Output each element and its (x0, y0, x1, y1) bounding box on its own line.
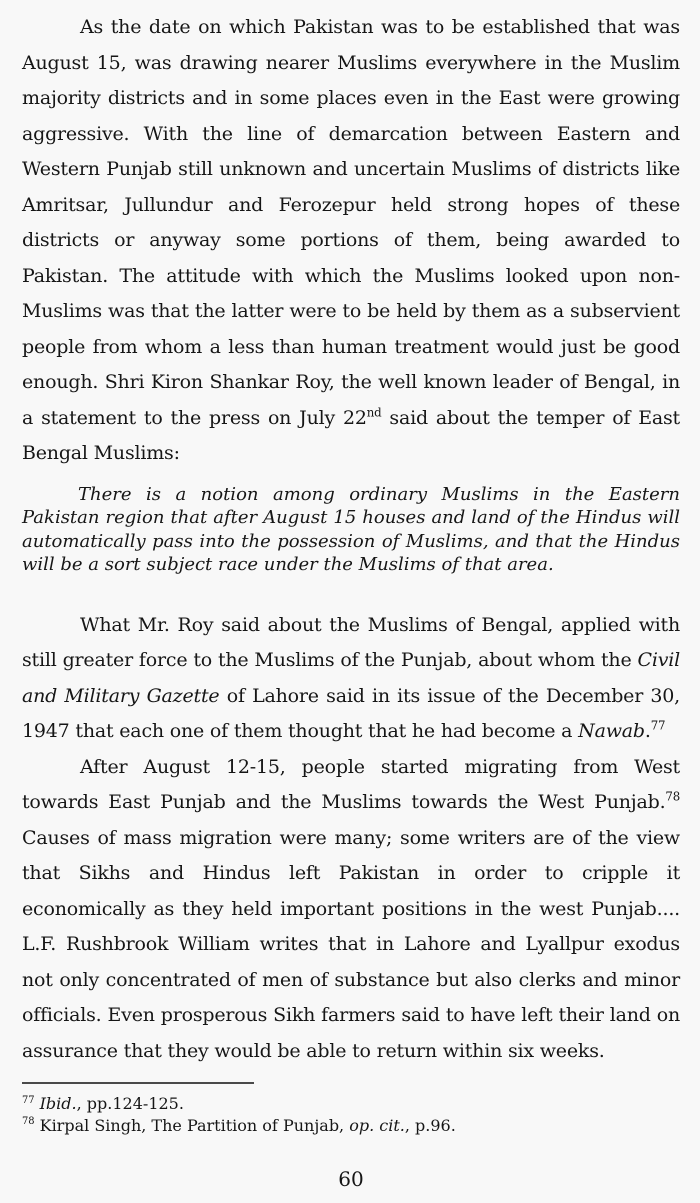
paragraph-1 (22, 10, 680, 472)
page-footer (22, 1082, 680, 1203)
paragraph-3-text: After August 12-15, people started migrating from West towards East Punjab and the Muslims towards the West Punjab. (22, 755, 680, 813)
footnote-78 (22, 1115, 680, 1137)
footnote-77-italic-ibid: Ibid. (39, 1094, 77, 1113)
footnote-77-marker: 77 (22, 1094, 35, 1106)
paragraph-2-period: . (644, 720, 651, 742)
paragraph-3-text-end: Causes of mass migration were many; some writers are of the view that Sikhs and Hindus left Pakistan in order to cripple it economically as they held important positions in the west Punjab.... L.F. Rushbrook William writes that in Lahore and Lyallpur exodus not only concentrated of men of substance but also clerks and minor officials. Even prosperous Sikh farmers said to have left their land on assurance that they would be able to return within six weeks. (22, 826, 680, 1062)
italic-word-nawab: Nawab (578, 720, 645, 742)
paragraph-2-text-mid: of Lahore said in its issue of the December 30, 1947 that each one of them thought that he had become a (22, 684, 680, 742)
footnote-78-italic-op-cit: op. cit. (349, 1115, 405, 1135)
paragraph-1-text-end: said about the temper of East Bengal Muslims: (22, 406, 680, 464)
paragraph-1-text: As the date on which Pakistan was to be established that was August 15, was drawing nearer Muslims everywhere in the Muslim majority districts and in some places even in the East were growing aggressive. With the line of demarcation between Eastern and Western Punjab still unknown and uncertain Muslims of districts like Amritsar, Jullundur and Ferozepur held strong hopes of these districts or anyway some portions of them, being awarded to Pakistan. The attitude with which the Muslims looked upon non-Muslims was that the latter were to be held by them as a subservient people from whom a less than human treatment would just be good enough. Shri Kiron Shankar Roy, the well known leader of Bengal, in a statement to the press on July 22 (22, 16, 680, 429)
footnote-78-text: , p.96. (404, 1115, 456, 1135)
italic-title-civil-and-military-gazette: Civil and Military Gazette (22, 649, 680, 707)
block-quote (22, 483, 680, 577)
footnote-78-pre: Kirpal Singh, The Partition of Punjab, (39, 1115, 350, 1135)
footnote-ref-78: 78 (665, 789, 680, 804)
paragraph-3 (22, 750, 680, 1070)
superscript-ordinal: nd (366, 405, 382, 420)
page-number: 60 (338, 1167, 364, 1191)
footnote-78-marker: 78 (22, 1116, 35, 1128)
paragraph-2-text: What Mr. Roy said about the Muslims of Bengal, applied with still greater force to the Muslims of the Punjab, about whom the (22, 613, 680, 671)
footnote-77 (22, 1093, 680, 1115)
quote-text: There is a notion among ordinary Muslims in the Eastern Pakistan region that after August 15 houses and land of the Hindus will automatically pass into the possession of Muslims, and that the Hindus will be a sort subject race under the Muslims of that area. (22, 483, 680, 575)
paragraph-2 (22, 608, 680, 750)
footnote-divider (22, 1082, 254, 1084)
footnote-77-text: , pp.124-125. (76, 1094, 184, 1113)
footnote-ref-77: 77 (650, 718, 666, 733)
